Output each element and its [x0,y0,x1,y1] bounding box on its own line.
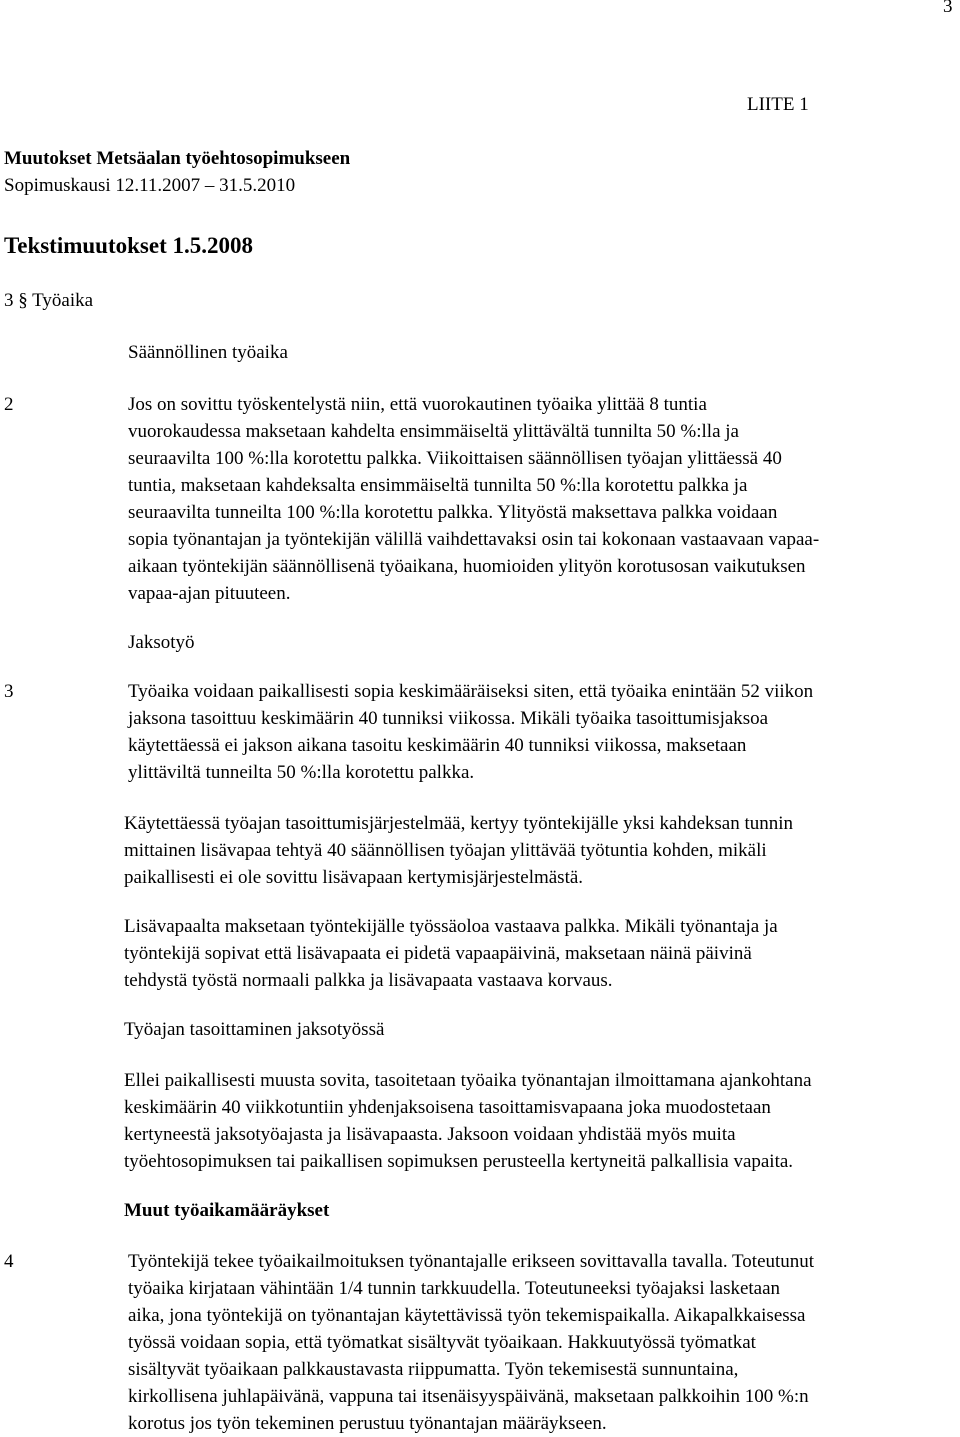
period-work-heading: Jaksotyö [128,632,195,653]
paragraph-line: työssä voidaan sopia, että työmatkat sisältyvät työaikaan. Hakkuutyössä työmatkat [128,1332,756,1353]
paragraph-number: 2 [4,394,14,415]
section-heading: 3 § Työaika [4,290,94,311]
other-rules-heading: Muut työaikamääräykset [124,1200,330,1221]
paragraph-line: työehtosopimuksen tai paikallisen sopimuksen perusteella kertyneitä palkallisia vapaita. [124,1151,794,1172]
extra-leave-paragraph [124,913,960,994]
paragraph-line: vuorokaudessa maksetaan kahdelta ensimmäiseltä ylittävältä tunnilta 50 %:lla ja [128,421,739,442]
paragraph-number: 4 [4,1251,14,1272]
regular-worktime-paragraph [128,391,948,607]
paragraph-line: seuraavilta 100 %:lla korotettu palkka. Viikoittaisen säännöllisen työajan ylittäessä 40 [128,448,782,469]
paragraph-line: aika, jona työntekijä on työnantajan käytettävissä työn tekemispaikalla. Aikapalkkaisessa [128,1305,806,1326]
document-subtitle: Tekstimuutokset 1.5.2008 [4,233,253,258]
paragraph-line: Jos on sovittu työskentelystä niin, että vuorokautinen työaika ylittää 8 tuntia [128,394,707,415]
appendix-label: LIITE 1 [747,94,809,115]
paragraph-line: vapaa-ajan pituuteen. [128,583,291,604]
paragraph-line: tehdystä työstä normaali palkka ja lisävapaata vastaava korvaus. [124,970,613,991]
paragraph-line: työntekijä sopivat että lisävapaata ei pidetä vapaapäivinä, maksetaan näinä päivinä [124,943,752,964]
paragraph-line: käytettäessä ei jakson aikana tasoitu keskimäärin 40 tunniksi viikossa, maksetaan [128,735,747,756]
paragraph-number: 3 [4,681,14,702]
equalization-system-paragraph [124,810,960,891]
paragraph-line: Työntekijä tekee työaikailmoituksen työnantajalle erikseen sovittavalla tavalla. Toteutunut [128,1251,815,1272]
other-rules-paragraph [128,1248,948,1437]
paragraph-line: sisältyvät työaikaan palkkaustavasta riippumatta. Työn tekemisestä sunnuntaina, [128,1359,739,1380]
paragraph-line: työaika kirjataan vähintään 1/4 tunnin tarkkuudella. Toteutuneeksi työajaksi lasketaan [128,1278,781,1299]
paragraph-line: sopia työnantajan ja työntekijän välillä vaihdettavaksi osin tai kokonaan vastaavaan vapaa- [128,529,820,550]
paragraph-line: paikallisesti ei ole sovittu lisävapaan kertymisjärjestelmästä. [124,867,584,888]
agreement-period: Sopimuskausi 12.11.2007 – 31.5.2010 [4,175,296,196]
document-title: Muutokset Metsäalan työehtosopimukseen [4,148,351,169]
paragraph-line: keskimäärin 40 viikkotuntiin yhdenjaksoisena tasoittamisvapaana joka muodostetaan [124,1097,771,1118]
page-number: 3 [943,0,953,17]
paragraph-line: Ellei paikallisesti muusta sovita, tasoitetaan työaika työnantajan ilmoittamana ajankohtana [124,1070,812,1091]
equalization-paragraph [124,1067,960,1175]
paragraph-line: Lisävapaalta maksetaan työntekijälle työssäoloa vastaava palkka. Mikäli työnantaja ja [124,916,778,937]
paragraph-line: kirkollisena juhlapäivänä, vappuna tai itsenäisyyspäivänä, maksetaan palkkoihin 100 %:n [128,1386,809,1407]
paragraph-line: ylittäviltä tunneilta 50 %:lla korotettu palkka. [128,762,475,783]
paragraph-line: tuntia, maksetaan kahdeksalta ensimmäiseltä tunnilta 50 %:lla korotettu palkka ja [128,475,748,496]
paragraph-line: jaksona tasoittuu keskimäärin 40 tunniksi viikossa. Mikäli työaika tasoittumisjaksoa [128,708,769,729]
paragraph-line: seuraavilta tunneilta 100 %:lla korotettu palkka. Ylityöstä maksettava palkka voidaan [128,502,778,523]
paragraph-line: kertyneestä jaksotyöajasta ja lisävapaasta. Jaksoon voidaan yhdistää myös muita [124,1124,736,1145]
paragraph-line: Työaika voidaan paikallisesti sopia keskimääräiseksi siten, että työaika enintään 52 viikon [128,681,814,702]
equalization-heading: Työajan tasoittaminen jaksotyössä [124,1019,385,1040]
paragraph-line: mittainen lisävapaa tehtyä 40 säännöllisen työajan ylittävää työtuntia kohden, mikäli [124,840,767,861]
paragraph-line: aikaan työntekijän säännöllisenä työaikana, huomioiden ylityön korotusosan vaikutuksen [128,556,806,577]
period-work-paragraph [128,678,948,786]
paragraph-line: Käytettäessä työajan tasoittumisjärjestelmää, kertyy työntekijälle yksi kahdeksan tunnin [124,813,794,834]
paragraph-line: korotus jos työn tekeminen perustuu työnantajan määräykseen. [128,1413,607,1434]
regular-worktime-heading: Säännöllinen työaika [128,342,288,363]
